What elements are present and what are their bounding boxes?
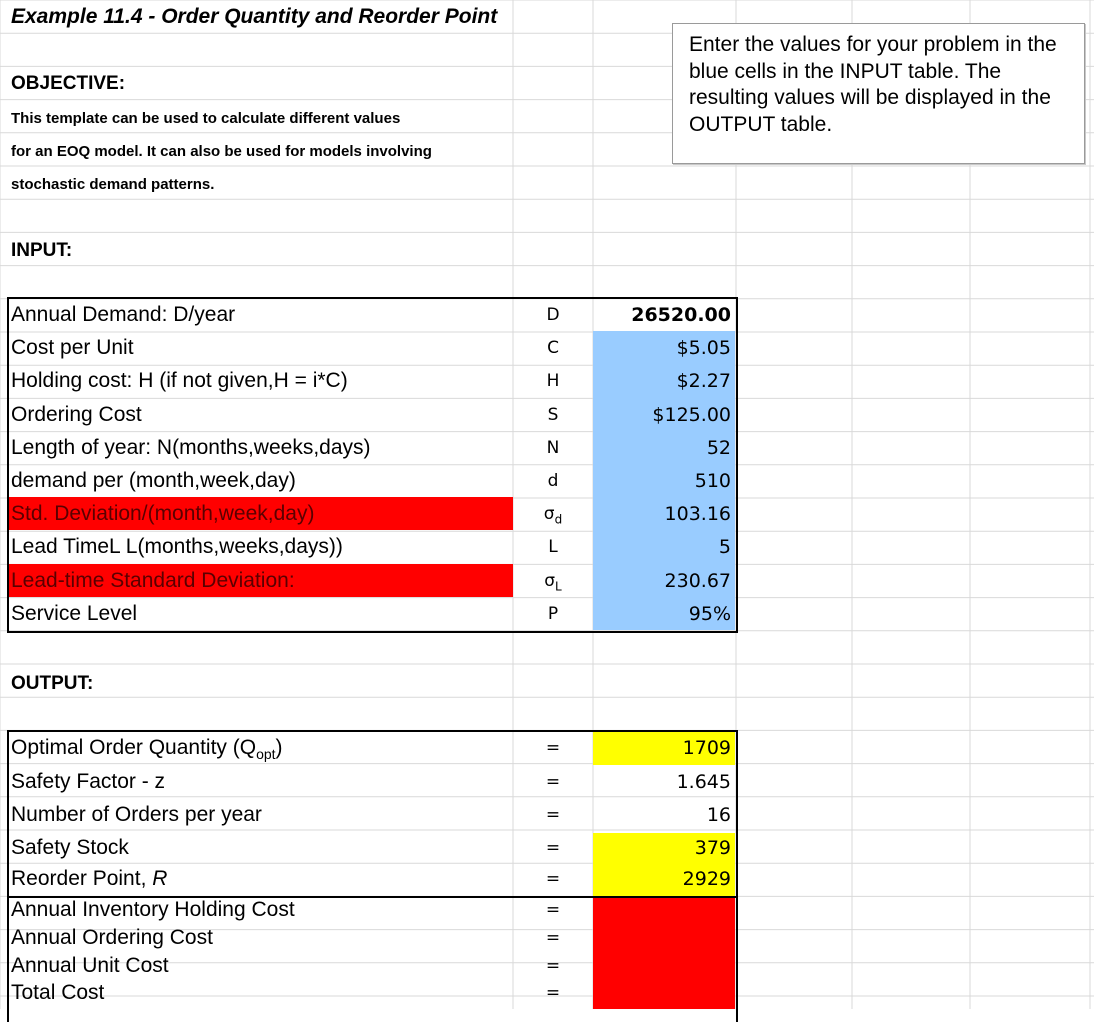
input-row-symbol: H xyxy=(546,371,560,392)
output-row-symbol: = xyxy=(545,928,561,948)
output-row-label: Optimal Order Quantity $(Q_{opt})$ xyxy=(11,736,283,763)
input-row-symbol: L xyxy=(548,537,558,558)
input-row-symbol: P xyxy=(547,603,559,624)
input-row-label: Annual Demand: D/year xyxy=(11,303,236,326)
input-row-value[interactable]: $2.27 xyxy=(676,370,731,393)
input-row-value[interactable]: 26520.00 xyxy=(631,304,731,326)
output-row-value[interactable]: 379 xyxy=(694,837,731,859)
input-row-value[interactable]: 103.16 xyxy=(664,503,731,526)
output-row-value[interactable]: 2929 xyxy=(682,868,731,890)
output-row-symbol: = xyxy=(545,983,561,1003)
output-row-value[interactable]: 1709 xyxy=(682,737,731,759)
objective-line: for an EOQ model. It can also be used for models involving xyxy=(11,143,432,160)
input-row-label: Service Level xyxy=(11,601,138,625)
input-row-value[interactable]: 230.67 xyxy=(664,569,731,592)
input-heading: INPUT: xyxy=(11,240,73,261)
page-title: Example 11.4 - Order Quantity and Reorder Point xyxy=(11,5,498,28)
output-row-label: Reorder Point, R xyxy=(11,867,168,890)
input-row-symbol: d xyxy=(547,471,559,491)
output-row-symbol: = xyxy=(545,738,561,758)
output-row-symbol: = xyxy=(545,900,561,920)
output-row-label: Safety Stock xyxy=(11,836,129,859)
output-row-label: Number of Orders per year xyxy=(11,803,262,826)
output-row-symbol: = xyxy=(545,956,561,976)
input-row-value[interactable]: 510 xyxy=(694,470,731,492)
input-row-symbol: N xyxy=(546,437,560,458)
input-row-symbol: $\sigma_L$ xyxy=(544,570,562,593)
objective-heading: OBJECTIVE: xyxy=(11,73,126,94)
input-row-symbol: D xyxy=(546,305,560,325)
objective-line: stochastic demand patterns. xyxy=(11,176,215,193)
input-row-label: demand per (month,week,day) xyxy=(11,469,296,492)
output-row-label: Safety Factor - z xyxy=(11,770,166,793)
input-row-value[interactable]: 52 xyxy=(706,436,731,459)
input-row-label: Lead TimeL L(months,weeks,days)) xyxy=(11,535,343,559)
instruction-note: Enter the values for your problem in the blue cells in the INPUT table. The resulting values will be displayed in the OUTPUT table. xyxy=(672,23,1085,164)
output-row-symbol: = xyxy=(545,805,561,825)
output-row-symbol: = xyxy=(545,772,561,792)
objective-line: This template can be used to calculate different values xyxy=(11,110,401,127)
input-row-label: Length of year: N(months,weeks,days) xyxy=(11,435,371,459)
output-row-symbol: = xyxy=(545,869,561,889)
input-row-symbol: $\sigma_d$ xyxy=(543,504,563,527)
input-row-value[interactable]: 5 xyxy=(718,536,731,559)
output-row-value[interactable]: 1.645 xyxy=(676,771,731,793)
output-row-label: Annual Inventory Holding Cost xyxy=(11,898,295,921)
input-row-symbol: S xyxy=(547,404,559,425)
input-row-label: Ordering Cost xyxy=(11,402,142,426)
input-row-value[interactable]: $5.05 xyxy=(676,337,731,360)
input-row-symbol: C xyxy=(547,338,559,359)
input-row-label: Holding cost: H (if not given,H = i*C) xyxy=(11,369,348,393)
input-row-value[interactable]: $125.00 xyxy=(652,403,731,426)
input-row-label: Cost per Unit xyxy=(11,336,134,360)
output-row-label: Total Cost xyxy=(11,981,105,1004)
input-row-label: Std. Deviation/(month,week,day) xyxy=(11,502,315,526)
output-row-label: Annual Ordering Cost xyxy=(11,926,213,949)
output-row-label: Annual Unit Cost xyxy=(11,954,169,977)
input-row-value[interactable]: 95% xyxy=(688,602,731,625)
output-row-value[interactable]: 16 xyxy=(706,804,731,826)
output-row-symbol: = xyxy=(545,838,561,858)
output-heading: OUTPUT: xyxy=(11,673,94,694)
input-row-label: Lead-time Standard Deviation: xyxy=(11,568,295,592)
